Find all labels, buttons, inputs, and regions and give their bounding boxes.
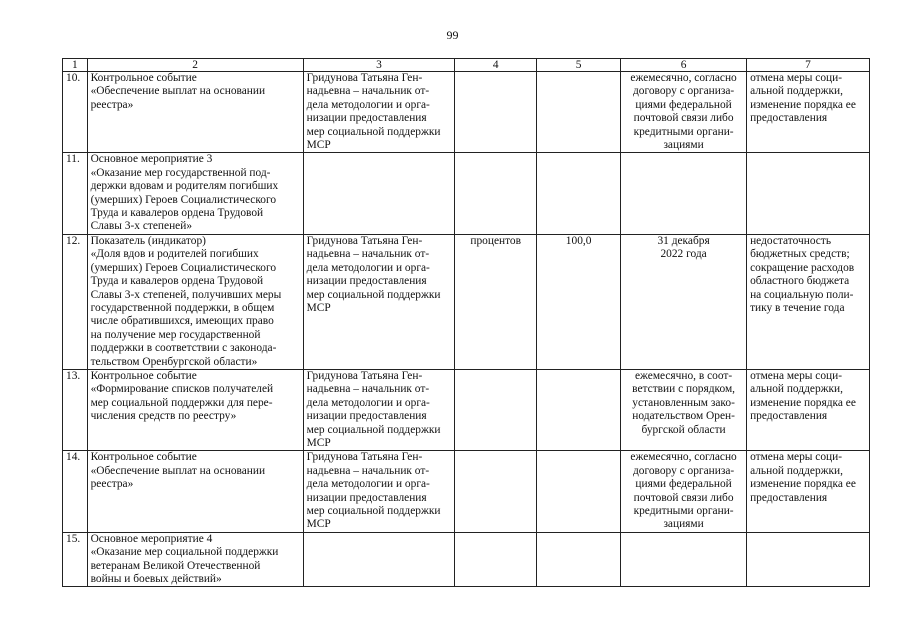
- row-number-cell: 12.: [63, 234, 88, 369]
- table-row: [63, 451, 870, 532]
- cell-text-line: альной поддержки,: [750, 383, 843, 396]
- cell-text-line: надьевна – начальник от-: [306, 464, 430, 477]
- unit-cell: [455, 369, 537, 450]
- cell-text-line: числения средств по реестру»: [90, 410, 237, 423]
- cell-text-line: Основное мероприятие 3: [90, 153, 213, 166]
- cell-text-line: 100,0: [565, 234, 592, 247]
- cell-text-line: ветеранам Великой Отечественной: [90, 559, 261, 572]
- cell-text-line: ежемесячно, в соот-: [634, 369, 733, 382]
- column-header-4: 4: [455, 59, 537, 72]
- risk-cell: [747, 532, 870, 587]
- cell-text-line: 31 декабря: [657, 234, 710, 247]
- activity-name-cell: [87, 234, 303, 369]
- cell-text-line: «Оказание мер социальной поддержки: [90, 546, 279, 559]
- cell-text-line: отмена меры соци-: [750, 72, 843, 84]
- cell-text-line: договору с организа-: [632, 464, 735, 477]
- cell-text-line: установленным зако-: [632, 396, 735, 409]
- row-number-cell: 13.: [63, 369, 88, 450]
- cell-text-line: изменение порядка ее: [750, 396, 856, 409]
- cell-text-line: тельством Оренбургской области»: [90, 355, 258, 368]
- cell-text-line: Контрольное событие: [90, 72, 197, 84]
- cell-text-line: дела методологии и орга-: [306, 396, 430, 409]
- table-row: [63, 532, 870, 587]
- row-number-cell: 14.: [63, 451, 88, 532]
- cell-text-line: Труда и кавалеров ордена Трудовой: [90, 207, 264, 220]
- column-number-row: [63, 59, 870, 72]
- column-header-6: 6: [621, 59, 747, 72]
- column-header-5: 5: [537, 59, 621, 72]
- cell-text-line: предоставления: [750, 410, 828, 423]
- risk-cell: [747, 153, 870, 234]
- cell-text-line: МСР: [306, 139, 331, 152]
- cell-text-line: дела методологии и орга-: [306, 261, 430, 274]
- cell-text-line: на социальную поли-: [750, 288, 854, 301]
- cell-text-line: войны и боевых действий»: [90, 573, 222, 586]
- cell-text-line: МСР: [306, 301, 331, 314]
- table-row: [63, 234, 870, 369]
- unit-cell: [455, 72, 537, 153]
- cell-text-line: 2022 года: [660, 248, 707, 261]
- table-body: [63, 72, 870, 587]
- cell-text-line: надьевна – начальник от-: [306, 383, 430, 396]
- page-number: 99: [446, 28, 459, 42]
- cell-text-line: изменение порядка ее: [750, 478, 856, 491]
- cell-text-line: Контрольное событие: [90, 369, 197, 382]
- cell-text-line: надьевна – начальник от-: [306, 248, 430, 261]
- target-value-cell: [537, 234, 621, 369]
- cell-text-line: мер социальной поддержки: [306, 125, 441, 138]
- cell-text-line: (умерших) Героев Социалистического: [90, 193, 277, 206]
- risk-cell: [747, 72, 870, 153]
- activities-table: [62, 58, 870, 587]
- responsible-person-cell: [303, 234, 455, 369]
- cell-text-line: дела методологии и орга-: [306, 478, 430, 491]
- cell-text-line: Славы 3-х степеней, получивших меры: [90, 288, 282, 301]
- target-value-cell: [537, 153, 621, 234]
- cell-text-line: «Оказание мер государственной под-: [90, 166, 271, 179]
- cell-text-line: низации предоставления: [306, 491, 427, 504]
- cell-text-line: МСР: [306, 436, 331, 449]
- column-header-2: 2: [87, 59, 303, 72]
- cell-text-line: Гридунова Татьяна Ген-: [306, 369, 423, 382]
- deadline-cell: [621, 451, 747, 532]
- activity-name-cell: [87, 153, 303, 234]
- deadline-cell: [621, 153, 747, 234]
- cell-text-line: Гридунова Татьяна Ген-: [306, 451, 423, 464]
- cell-text-line: ежемесячно, согласно: [630, 72, 737, 84]
- row-number-cell: 15.: [63, 532, 88, 587]
- cell-text-line: «Доля вдов и родителей погибших: [90, 248, 259, 261]
- risk-cell: [747, 369, 870, 450]
- cell-text-line: циями федеральной: [635, 98, 732, 111]
- cell-text-line: альной поддержки,: [750, 85, 843, 98]
- cell-text-line: отмена меры соци-: [750, 369, 843, 382]
- column-header-3: 3: [303, 59, 455, 72]
- deadline-cell: [621, 72, 747, 153]
- cell-text-line: числе обратившихся, имеющих право: [90, 315, 274, 328]
- activity-name-cell: [87, 532, 303, 587]
- cell-text-line: альной поддержки,: [750, 464, 843, 477]
- cell-text-line: (умерших) Героев Социалистического: [90, 261, 277, 274]
- cell-text-line: Труда и кавалеров ордена Трудовой: [90, 275, 264, 288]
- cell-text-line: кредитными органи-: [633, 505, 734, 517]
- cell-text-line: на получение мер государственной: [90, 328, 261, 341]
- risk-cell: [747, 234, 870, 369]
- cell-text-line: Показатель (индикатор): [90, 234, 206, 247]
- cell-text-line: низации предоставления: [306, 410, 427, 423]
- cell-text-line: циями федеральной: [635, 478, 732, 491]
- unit-cell: [455, 451, 537, 532]
- deadline-cell: [621, 369, 747, 450]
- cell-text-line: ветствии с порядком,: [632, 383, 736, 396]
- cell-text-line: договору с организа-: [632, 85, 735, 98]
- cell-text-line: нодательством Орен-: [632, 410, 735, 423]
- cell-text-line: областного бюджета: [750, 275, 850, 288]
- unit-cell: [455, 234, 537, 369]
- cell-text-line: зациями: [663, 139, 704, 152]
- cell-text-line: Гридунова Татьяна Ген-: [306, 234, 423, 247]
- cell-text-line: отмена меры соци-: [750, 451, 843, 464]
- column-header-1: 1: [63, 59, 88, 72]
- target-value-cell: [537, 72, 621, 153]
- row-number-cell: 11.: [63, 153, 88, 234]
- cell-text-line: низации предоставления: [306, 112, 427, 125]
- cell-text-line: МСР: [306, 518, 331, 531]
- unit-cell: [455, 153, 537, 234]
- target-value-cell: [537, 451, 621, 532]
- cell-text-line: реестра»: [90, 98, 134, 111]
- cell-text-line: предоставления: [750, 491, 828, 504]
- cell-text-line: почтовой связи либо: [633, 491, 734, 504]
- responsible-person-cell: [303, 153, 455, 234]
- cell-text-line: мер социальной поддержки: [306, 423, 441, 436]
- risk-cell: [747, 451, 870, 532]
- unit-cell: [455, 532, 537, 587]
- cell-text-line: почтовой связи либо: [633, 112, 734, 125]
- activity-name-cell: [87, 451, 303, 532]
- cell-text-line: Славы 3-х степеней»: [90, 220, 193, 233]
- cell-text-line: Гридунова Татьяна Ген-: [306, 72, 423, 84]
- cell-text-line: кредитными органи-: [633, 125, 734, 138]
- cell-text-line: надьевна – начальник от-: [306, 85, 430, 98]
- cell-text-line: низации предоставления: [306, 275, 427, 288]
- responsible-person-cell: [303, 451, 455, 532]
- cell-text-line: Основное мероприятие 4: [90, 532, 213, 545]
- cell-text-line: зациями: [663, 518, 704, 531]
- cell-text-line: дела методологии и орга-: [306, 98, 430, 111]
- column-header-7: 7: [747, 59, 870, 72]
- deadline-cell: [621, 532, 747, 587]
- cell-text-line: поддержки в соответствии с законода-: [90, 342, 277, 355]
- cell-text-line: мер социальной поддержки для пере-: [90, 396, 273, 409]
- table-row: [63, 369, 870, 450]
- cell-text-line: сокращение расходов: [750, 261, 855, 274]
- cell-text-line: «Формирование списков получателей: [90, 383, 274, 396]
- table-row: [63, 153, 870, 234]
- cell-text-line: Контрольное событие: [90, 451, 197, 464]
- cell-text-line: предоставления: [750, 112, 828, 125]
- cell-text-line: ежемесячно, согласно: [630, 451, 737, 464]
- activity-name-cell: [87, 369, 303, 450]
- cell-text-line: государственной поддержки, в общем: [90, 301, 275, 314]
- cell-text-line: мер социальной поддержки: [306, 505, 441, 517]
- table-row: [63, 72, 870, 153]
- cell-text-line: процентов: [470, 234, 521, 247]
- cell-text-line: бюджетных средств;: [750, 248, 850, 261]
- target-value-cell: [537, 369, 621, 450]
- cell-text-line: недостаточность: [750, 234, 832, 247]
- cell-text-line: реестра»: [90, 478, 134, 491]
- responsible-person-cell: [303, 532, 455, 587]
- responsible-person-cell: [303, 72, 455, 153]
- cell-text-line: «Обеспечение выплат на основании: [90, 85, 266, 98]
- target-value-cell: [537, 532, 621, 587]
- cell-text-line: «Обеспечение выплат на основании: [90, 464, 266, 477]
- deadline-cell: [621, 234, 747, 369]
- row-number-cell: 10.: [63, 72, 88, 153]
- cell-text-line: изменение порядка ее: [750, 98, 856, 111]
- cell-text-line: бургской области: [641, 423, 726, 436]
- responsible-person-cell: [303, 369, 455, 450]
- activity-name-cell: [87, 72, 303, 153]
- cell-text-line: тику в течение года: [750, 301, 845, 314]
- cell-text-line: мер социальной поддержки: [306, 288, 441, 301]
- cell-text-line: держки вдовам и родителям погибших: [90, 180, 279, 193]
